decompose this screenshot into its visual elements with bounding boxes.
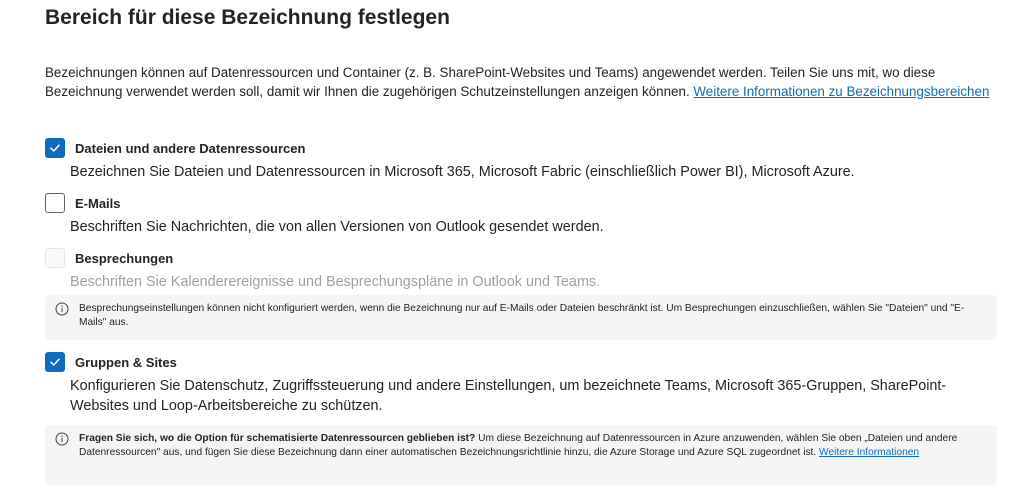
- schema-notice-text: Um diese Bezeichnung auf Datenressourcen in Azure anzuwenden, wählen Sie oben „Dateien und andere Datenressourcen" aus, und fügen Sie diese Bezeichnung dann einer automatischen Bezeichnungsrichtlinie hinzu, die Azure Storage und Azure SQL zugeordnet ist.: [79, 433, 958, 458]
- option-files: [45, 138, 995, 182]
- page-title: Bereich für diese Bezeichnung festlegen: [45, 6, 450, 29]
- checkmark-icon: [49, 142, 61, 154]
- meetings-notice-text: Besprechungseinstellungen können nicht konfiguriert werden, wenn die Bezeichnung nur auf E-Mails oder Dateien beschränkt ist. Um Besprechungen einzuschließen, wählen Sie "Dateien" und "E-Mails" aus.: [79, 303, 965, 328]
- schema-notice: [45, 425, 997, 485]
- option-meetings: [45, 248, 995, 292]
- groups-sites-label[interactable]: Gruppen & Sites: [75, 354, 177, 370]
- option-emails: [45, 193, 995, 237]
- meetings-checkbox: [45, 248, 65, 268]
- files-description: Bezeichnen Sie Dateien und Datenressourcen in Microsoft 365, Microsoft Fabric (einschließlich Power BI), Microsoft Azure.: [70, 164, 855, 180]
- intro-text: [45, 63, 1000, 101]
- learn-more-link[interactable]: Weitere Informationen: [819, 446, 920, 458]
- info-icon: [55, 432, 69, 446]
- info-icon: [55, 302, 69, 316]
- checkmark-icon: [49, 356, 61, 368]
- groups-sites-checkbox[interactable]: [45, 352, 65, 372]
- groups-sites-description: Konfigurieren Sie Datenschutz, Zugriffssteuerung und andere Einstellungen, um bezeichnete Teams, Microsoft 365-Gruppen, SharePoint-Websites und Loop-Arbeitsbereiche zu schützen.: [70, 378, 947, 414]
- intro-body: Bezeichnungen können auf Datenressourcen und Container (z. B. SharePoint-Websites und Teams) angewendet werden. Teilen Sie uns mit, wo diese Bezeichnung verwendet werden soll, damit wir Ihnen die zugehörigen Schutzeinstellungen anzeigen können.: [45, 65, 936, 99]
- files-label[interactable]: Dateien und andere Datenressourcen: [75, 140, 306, 156]
- meetings-description: Beschriften Sie Kalenderereignisse und Besprechungspläne in Outlook und Teams.: [70, 274, 601, 290]
- meetings-notice: [45, 295, 997, 340]
- emails-checkbox[interactable]: [45, 193, 65, 213]
- files-checkbox[interactable]: [45, 138, 65, 158]
- emails-description: Beschriften Sie Nachrichten, die von allen Versionen von Outlook gesendet werden.: [70, 219, 604, 235]
- emails-label[interactable]: E-Mails: [75, 195, 121, 211]
- option-groups-sites: [45, 352, 995, 416]
- meetings-label: Besprechungen: [75, 250, 174, 266]
- learn-more-scopes-link[interactable]: Weitere Informationen zu Bezeichnungsbereichen: [693, 84, 990, 99]
- schema-notice-heading: Fragen Sie sich, wo die Option für schematisierte Datenressourcen geblieben ist?: [79, 433, 476, 444]
